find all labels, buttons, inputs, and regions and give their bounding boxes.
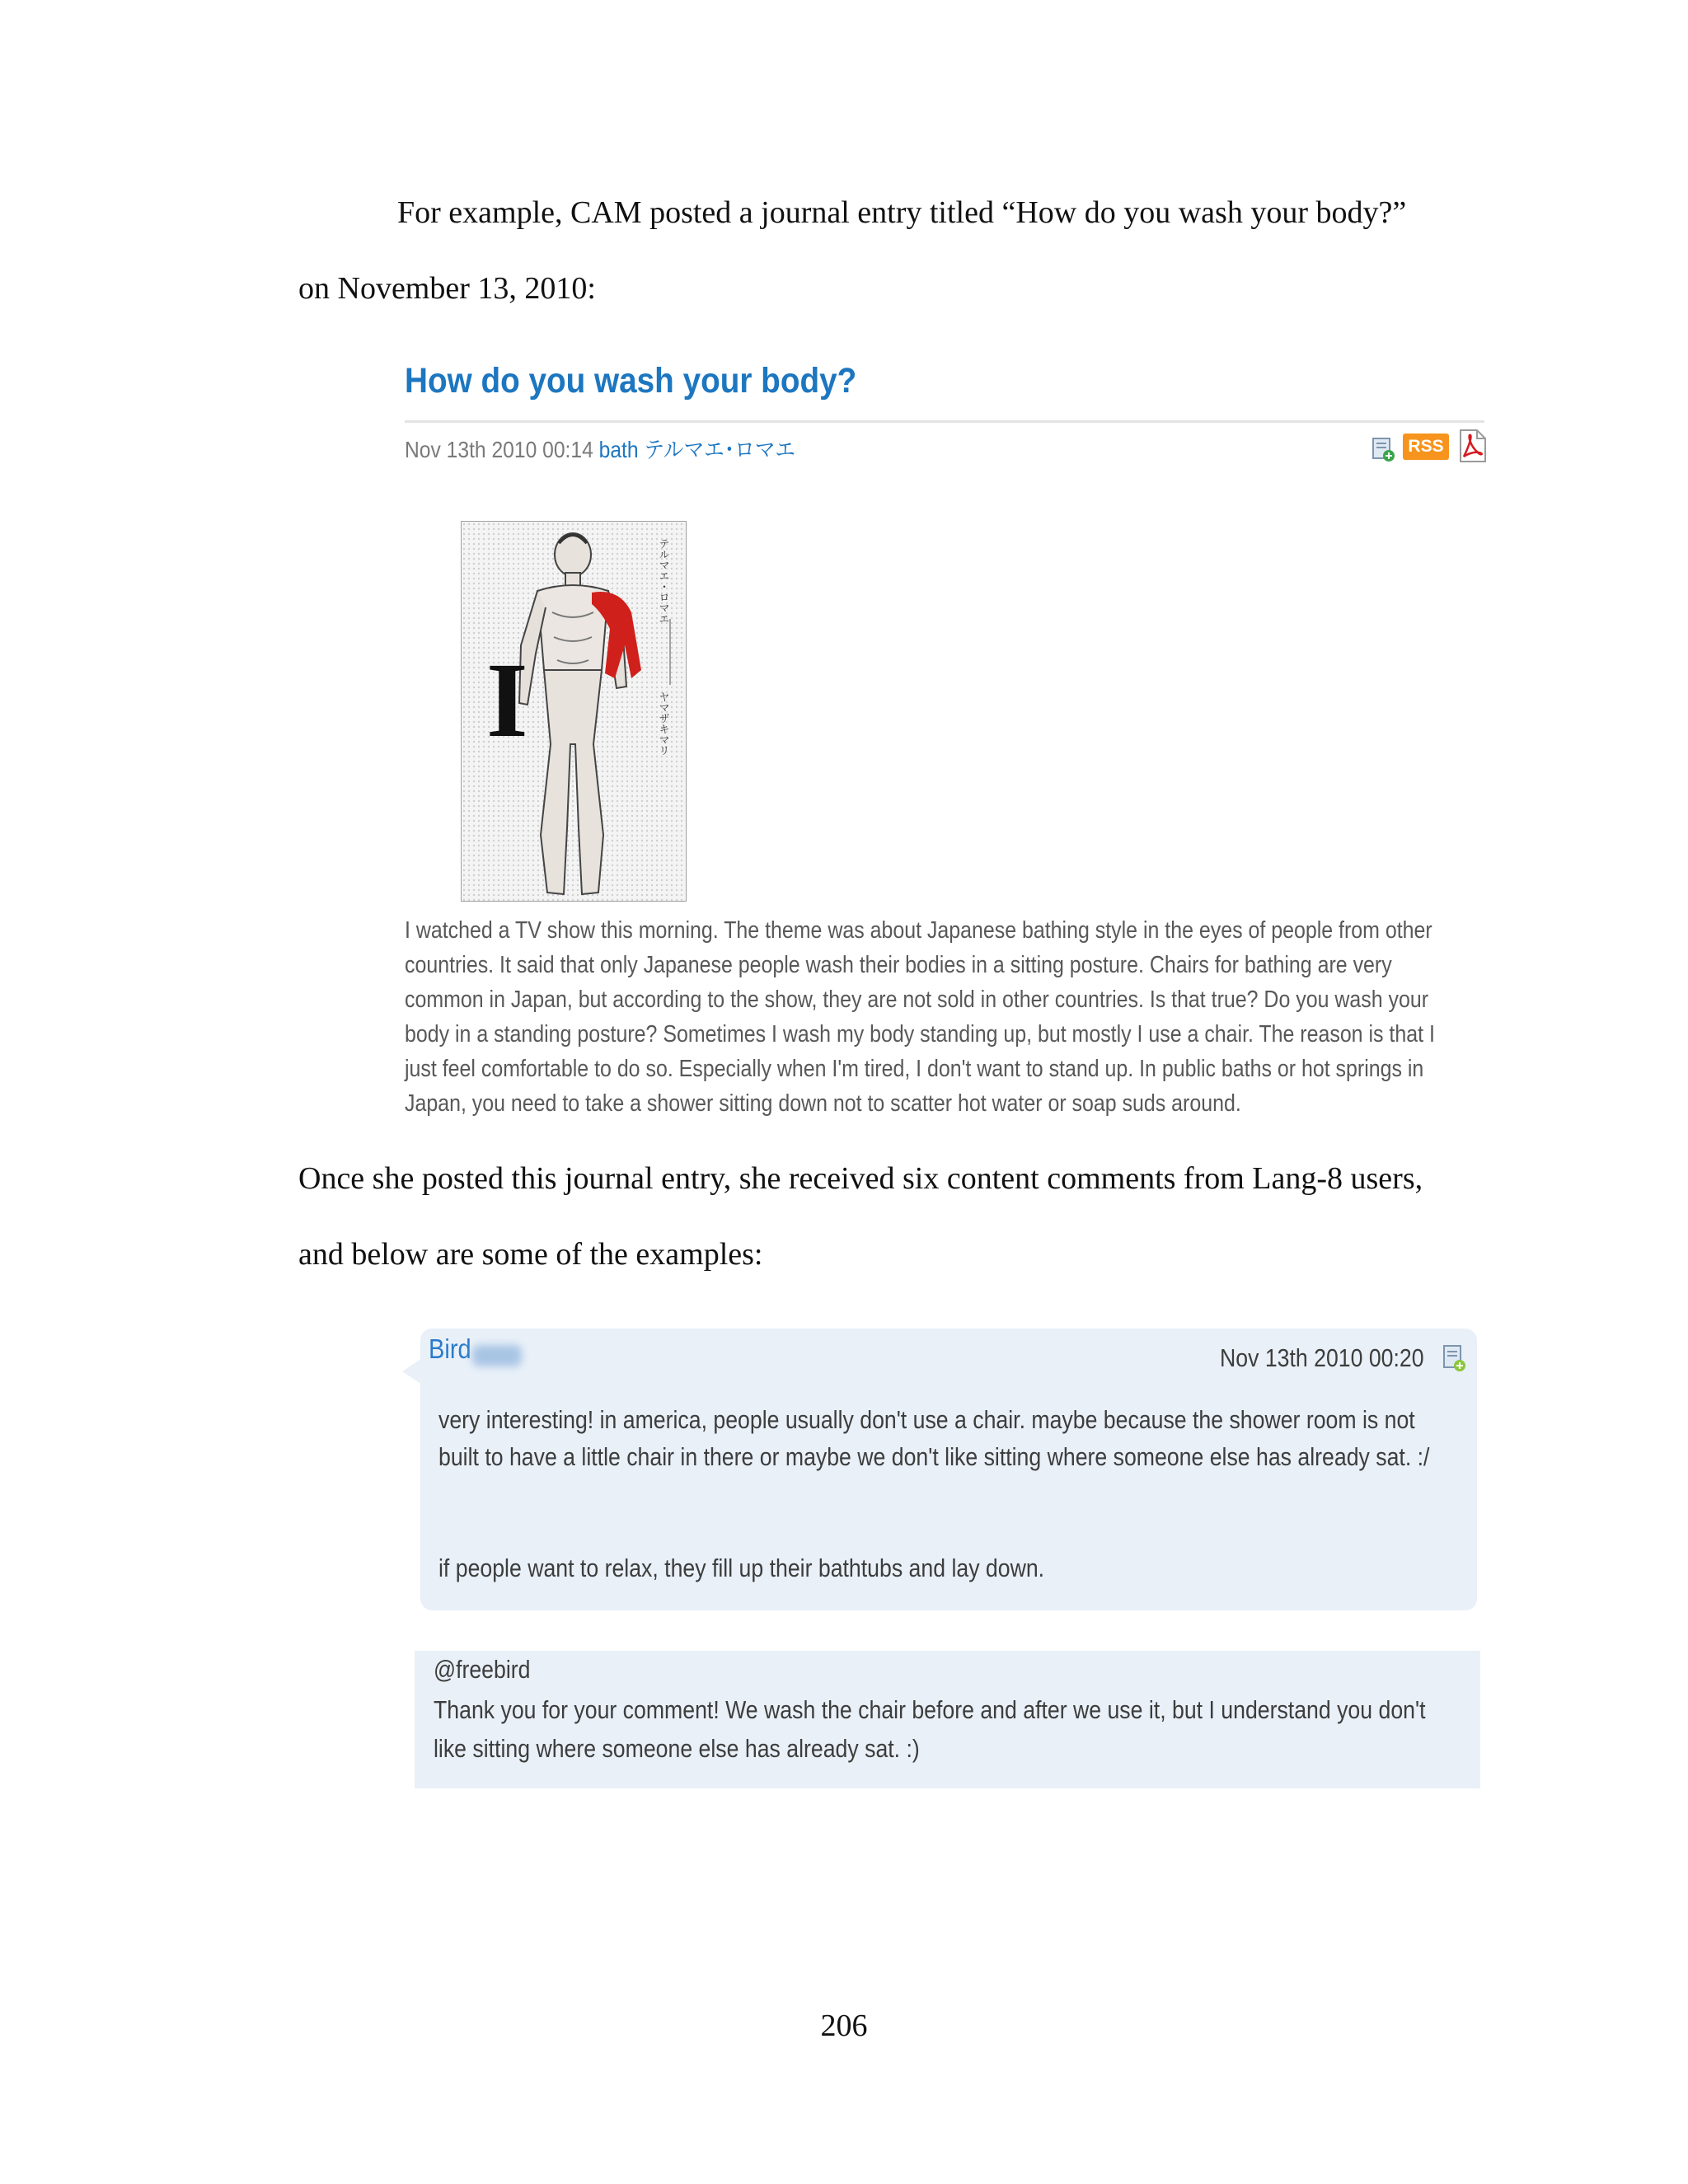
add-bookmark-icon[interactable] bbox=[1442, 1343, 1467, 1377]
entry-action-icons bbox=[1372, 429, 1487, 465]
reply-mention: @freebird bbox=[434, 1655, 531, 1684]
comment-author[interactable]: Bird bbox=[429, 1333, 471, 1364]
intro-line-2: on November 13, 2010: bbox=[298, 271, 596, 306]
entry-date: Nov 13th 2010 00:14 bbox=[405, 437, 593, 462]
title-divider bbox=[405, 420, 1484, 423]
comment-text: very interesting! in america, people usually don't use a chair. maybe because the shower room is not built to have a little chair in there or maybe we don't like sitting where someone else has already sat. :/ bbox=[438, 1405, 1430, 1471]
entry-title[interactable]: How do you wash your body? bbox=[405, 361, 857, 401]
page-number: 206 bbox=[820, 2008, 868, 2043]
rss-icon[interactable]: RSS bbox=[1403, 434, 1449, 460]
blurred-username bbox=[472, 1345, 522, 1366]
bookmark-icon[interactable] bbox=[1372, 435, 1396, 467]
reply-text: Thank you for your comment! We wash the chair before and after we use it, but I understand you don't like sitting where someone else has already sat. :) bbox=[434, 1695, 1426, 1763]
pdf-icon[interactable] bbox=[1457, 429, 1487, 467]
intro-line-1: For example, CAM posted a journal entry titled “How do you wash your body?” bbox=[397, 195, 1407, 230]
comment-text-2: if people want to relax, they fill up their bathtubs and lay down. bbox=[438, 1554, 1045, 1582]
entry-body: I watched a TV show this morning. The theme was about Japanese bathing style in the eyes of people from other countries. It said that only Japanese people wash their bodies in a sitting posture. Chairs for bathing are very common in Japan, but according to the show, they are not sold in other countries. Is that true? Do you wash your body in a standing posture? Sometimes I wash my body standing up, but mostly I use a chair. The reason is that I just feel comfortable to do so. Especially when I'm tired, I don't want to stand up. In public baths or hot springs in Japan, you need to take a shower sitting down not to scatter hot water or soap suds around. bbox=[405, 917, 1435, 1117]
entry-meta bbox=[405, 432, 795, 465]
entry-tags[interactable]: bath テルマエ･ロマエ bbox=[598, 437, 796, 462]
middle-line-1: Once she posted this journal entry, she received six content comments from Lang-8 users, bbox=[298, 1161, 1423, 1196]
comment-date: Nov 13th 2010 00:20 bbox=[1220, 1343, 1424, 1372]
comment-bubble-pointer bbox=[402, 1358, 422, 1385]
cover-spine-author: ヤマザキマリ bbox=[656, 691, 669, 756]
book-cover-image bbox=[461, 521, 687, 902]
middle-line-2: and below are some of the examples: bbox=[298, 1237, 763, 1272]
cover-spine-title: テルマエ・ロマエ bbox=[656, 538, 669, 624]
cover-volume: I bbox=[486, 641, 528, 760]
